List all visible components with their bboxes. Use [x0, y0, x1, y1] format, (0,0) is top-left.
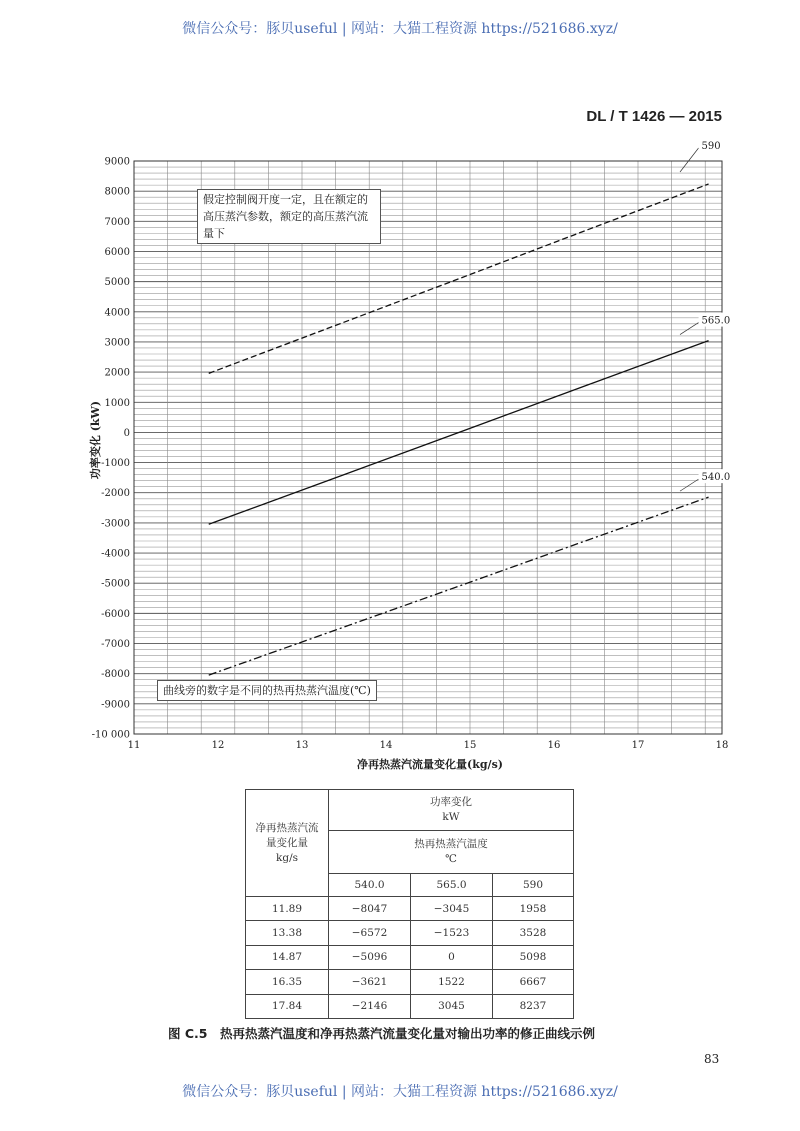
y-tick-label: 4000	[104, 307, 130, 319]
x-tick-label: 17	[631, 740, 645, 751]
grid	[134, 161, 722, 734]
power-cell: 8237	[493, 994, 574, 1018]
power-cell: −6572	[329, 921, 411, 945]
x-tick-label: 13	[295, 740, 309, 751]
y-tick-label: -6000	[101, 608, 130, 620]
x-tick-label: 14	[379, 740, 393, 751]
y-tick-label: 3000	[104, 337, 130, 349]
x-tick-label: 11	[127, 740, 141, 751]
y-tick-label: 2000	[104, 367, 130, 379]
y-tick-label: -3000	[101, 518, 130, 530]
sub-header-unit: ℃	[445, 853, 457, 865]
flow-cell: 17.84	[246, 994, 329, 1018]
column-header: 590	[493, 874, 574, 897]
flow-cell: 14.87	[246, 945, 329, 969]
y-tick-label: -8000	[101, 669, 130, 681]
power-cell: 5098	[493, 945, 574, 969]
figure-caption: 图 C.5 热再热蒸汽温度和净再热蒸汽流量变化量对输出功率的修正曲线示例	[168, 1026, 595, 1041]
series-label: 540.0	[701, 472, 731, 484]
sub-header-title: 热再热蒸汽温度	[414, 838, 488, 850]
y-tick-label: 1000	[104, 397, 130, 409]
standard-number: DL / T 1426 — 2015	[586, 108, 722, 125]
column-header: 540.0	[329, 874, 411, 897]
y-tick-label: -9000	[101, 699, 130, 711]
series-label: 565.0	[701, 315, 731, 327]
row-header-line: 量变化量	[266, 836, 308, 849]
row-header-unit: kg/s	[275, 851, 298, 864]
watermark-top: 微信公众号：豚贝useful | 网站：大猫工程资源 https://521686.xyz/	[182, 21, 618, 37]
power-cell: 1522	[411, 970, 493, 994]
watermark-bottom: 微信公众号：豚贝useful | 网站：大猫工程资源 https://521686.xyz/	[182, 1084, 618, 1100]
x-tick-label: 18	[715, 740, 729, 751]
x-tick-label: 16	[547, 740, 561, 751]
power-cell: −3045	[411, 897, 493, 921]
power-cell: 6667	[493, 970, 574, 994]
y-tick-label: -2000	[101, 488, 130, 500]
power-cell: −5096	[329, 945, 411, 969]
series-line-540-0	[209, 497, 709, 675]
table-row	[246, 921, 574, 945]
chart-note-assumption	[197, 189, 381, 244]
note-text: 假定控制阀开度一定，且在额定的高压蒸汽参数，额定的高压蒸汽流量下	[203, 193, 368, 240]
row-header-line: 净再热蒸汽流	[255, 821, 319, 834]
y-tick-label: -7000	[101, 639, 130, 651]
x-axis-label: 净再热蒸汽流量变化量(kg/s)	[357, 758, 503, 771]
flow-cell: 16.35	[246, 970, 329, 994]
table-row	[246, 994, 574, 1018]
power-cell: −3621	[329, 970, 411, 994]
column-header: 565.0	[411, 874, 493, 897]
y-tick-label: 0	[123, 427, 130, 439]
table-row	[246, 970, 574, 994]
power-cell: 0	[411, 945, 493, 969]
flow-cell: 13.38	[246, 921, 329, 945]
power-cell: 1958	[493, 897, 574, 921]
group-header-unit: kW	[442, 811, 460, 823]
flow-cell: 11.89	[246, 897, 329, 921]
table-row	[246, 897, 574, 921]
y-tick-label: 6000	[104, 246, 130, 258]
chart-note-legend	[157, 680, 377, 701]
series-label: 590	[701, 141, 721, 153]
x-tick-label: 12	[211, 740, 225, 751]
y-tick-label: -5000	[101, 578, 130, 590]
group-header-title: 功率变化	[430, 796, 472, 808]
power-cell: −2146	[329, 994, 411, 1018]
sub-header	[329, 831, 574, 874]
label-leader	[680, 148, 699, 172]
note-text: 曲线旁的数字是不同的热再热蒸汽温度(℃)	[163, 684, 371, 697]
power-cell: −8047	[329, 897, 411, 921]
power-cell: 3045	[411, 994, 493, 1018]
page-number: 83	[704, 1052, 720, 1066]
table-row	[246, 945, 574, 969]
label-leader	[680, 323, 699, 335]
y-tick-label: -1000	[101, 458, 130, 470]
plot-frame	[134, 161, 722, 734]
y-axis-label: 功率变化 (kW)	[89, 400, 102, 480]
y-tick-label: -10 000	[91, 729, 130, 741]
y-tick-label: 7000	[104, 216, 130, 228]
y-tick-label: 8000	[104, 186, 130, 198]
group-header	[329, 790, 574, 831]
power-cell: 3528	[493, 921, 574, 945]
y-tick-label: 9000	[104, 156, 130, 168]
data-table	[245, 789, 574, 1019]
y-tick-label: -4000	[101, 548, 130, 560]
row-header	[246, 790, 329, 897]
power-cell: −1523	[411, 921, 493, 945]
x-tick-label: 15	[463, 740, 477, 751]
y-tick-label: 5000	[104, 277, 130, 289]
